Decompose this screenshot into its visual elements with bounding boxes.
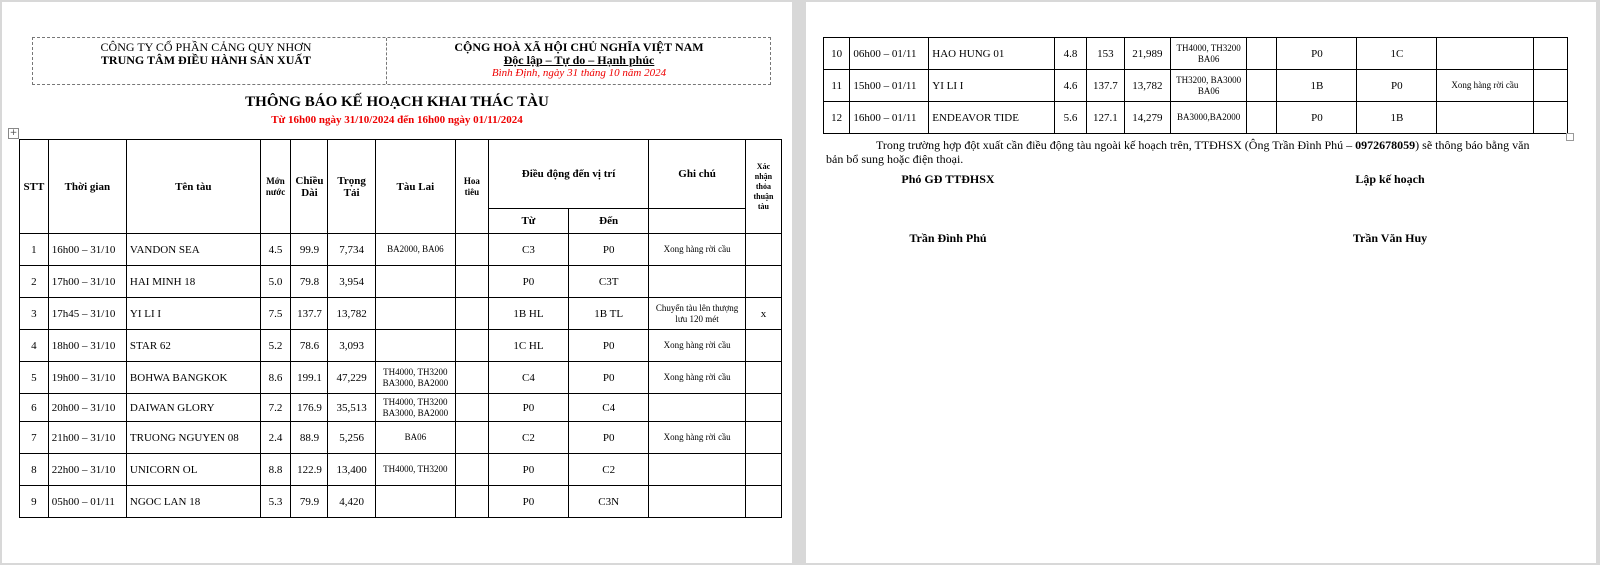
cell-length: 176.9 [291, 394, 328, 422]
cell-tug [375, 330, 455, 362]
cell-time: 16h00 – 01/11 [850, 102, 929, 134]
cell-draft: 5.3 [260, 486, 291, 518]
cell-length: 88.9 [291, 422, 328, 454]
table-row [20, 330, 782, 362]
table-row [20, 422, 782, 454]
col-note-sub [649, 209, 746, 234]
cell-pilot [1247, 70, 1277, 102]
cell-pilot [455, 422, 488, 454]
cell-note [649, 394, 746, 422]
cell-draft: 4.8 [1054, 38, 1086, 70]
col-name: Tên tàu [126, 140, 260, 234]
cell-note: Xong hàng rời cầu [649, 362, 746, 394]
cell-to: P0 [569, 234, 649, 266]
cell-stt: 7 [20, 422, 49, 454]
cell-pilot [1247, 38, 1277, 70]
letterhead [32, 37, 771, 85]
cell-to: P0 [1357, 70, 1437, 102]
cell-length: 137.7 [1087, 70, 1124, 102]
cell-name: BOHWA BANGKOK [126, 362, 260, 394]
cell-note: Chuyển tàu lên thượng lưu 120 mét [649, 298, 746, 330]
cell-tonnage: 21,989 [1124, 38, 1171, 70]
cell-length: 99.9 [291, 234, 328, 266]
cell-note [649, 454, 746, 486]
cell-note [1437, 38, 1533, 70]
cell-draft: 5.2 [260, 330, 291, 362]
cell-draft: 2.4 [260, 422, 291, 454]
cell-draft: 7.5 [260, 298, 291, 330]
cell-draft: 4.6 [1054, 70, 1086, 102]
cell-tug [375, 486, 455, 518]
cell-name: VANDON SEA [126, 234, 260, 266]
cell-confirm [745, 362, 781, 394]
cell-draft: 8.8 [260, 454, 291, 486]
cell-time: 15h00 – 01/11 [850, 70, 929, 102]
cell-from: 1B HL [488, 298, 568, 330]
cell-stt: 9 [20, 486, 49, 518]
company-name: CÔNG TY CỔ PHẦN CẢNG QUY NHƠN [100, 40, 312, 54]
cell-pilot [455, 486, 488, 518]
cell-tonnage: 35,513 [328, 394, 375, 422]
footer-note [826, 138, 1536, 166]
cell-draft: 8.6 [260, 362, 291, 394]
cell-draft: 5.6 [1054, 102, 1086, 134]
col-length: Chiều Dài [291, 140, 328, 234]
motto: Độc lập – Tự do – Hạnh phúc [503, 53, 655, 67]
cell-length: 78.6 [291, 330, 328, 362]
cell-name: ENDEAVOR TIDE [929, 102, 1055, 134]
cell-from: P0 [488, 486, 568, 518]
col-confirm: Xác nhận thỏa thuận tàu [745, 140, 781, 234]
cell-stt: 3 [20, 298, 49, 330]
cell-tug [375, 298, 455, 330]
cell-name: YI LI I [929, 70, 1055, 102]
cell-to: C3N [569, 486, 649, 518]
cell-name: YI LI I [126, 298, 260, 330]
cell-to: C4 [569, 394, 649, 422]
cell-to: C3T [569, 266, 649, 298]
cell-tug: BA06 [375, 422, 455, 454]
cell-stt: 4 [20, 330, 49, 362]
cell-time: 21h00 – 31/10 [48, 422, 126, 454]
cell-to: 1B [1357, 102, 1437, 134]
cell-note: Xong hàng rời cầu [649, 234, 746, 266]
cell-pilot [455, 330, 488, 362]
cell-to: P0 [569, 330, 649, 362]
table-resize-handle-icon[interactable] [1566, 133, 1574, 141]
cell-note [649, 486, 746, 518]
cell-name: HAO HUNG 01 [929, 38, 1055, 70]
cell-name: TRUONG NGUYEN 08 [126, 422, 260, 454]
cell-from: P0 [488, 394, 568, 422]
table-row [824, 38, 1568, 70]
cell-from: 1B [1277, 70, 1357, 102]
cell-tug: BA3000,BA2000 [1171, 102, 1247, 134]
cell-pilot [455, 394, 488, 422]
cell-pilot [455, 454, 488, 486]
cell-length: 137.7 [291, 298, 328, 330]
cell-confirm [745, 234, 781, 266]
cell-time: 19h00 – 31/10 [48, 362, 126, 394]
table-move-handle-icon[interactable]: + [9, 128, 18, 138]
table-row [20, 266, 782, 298]
col-move: Điều động đến vị trí [488, 140, 648, 209]
cell-time: 22h00 – 31/10 [48, 454, 126, 486]
cell-name: STAR 62 [126, 330, 260, 362]
cell-pilot [455, 362, 488, 394]
cell-tonnage: 47,229 [328, 362, 375, 394]
cell-tonnage: 13,782 [1124, 70, 1171, 102]
cell-confirm: x [745, 298, 781, 330]
cell-confirm [1533, 102, 1568, 134]
cell-tonnage: 13,400 [328, 454, 375, 486]
cell-from: C3 [488, 234, 568, 266]
cell-tonnage: 3,954 [328, 266, 375, 298]
cell-stt: 6 [20, 394, 49, 422]
document-page-1 [2, 2, 792, 563]
cell-length: 122.9 [291, 454, 328, 486]
cell-from: 1C HL [488, 330, 568, 362]
table-row [824, 102, 1568, 134]
cell-tonnage: 13,782 [328, 298, 375, 330]
table-row [20, 234, 782, 266]
footer-note-phone: 0972678059 [1355, 138, 1416, 152]
cell-draft: 5.0 [260, 266, 291, 298]
cell-pilot [1247, 102, 1277, 134]
cell-tonnage: 4,420 [328, 486, 375, 518]
footer-note-before: Trong trường hợp đột xuất cần điều động tàu ngoài kế hoạch trên, TTĐHSX (Ông Trần Đình Phú – [876, 138, 1356, 152]
cell-name: NGOC LAN 18 [126, 486, 260, 518]
cell-from: P0 [488, 266, 568, 298]
cell-tonnage: 14,279 [1124, 102, 1171, 134]
cell-confirm [745, 330, 781, 362]
cell-from: P0 [1277, 38, 1357, 70]
letterhead-right [386, 38, 771, 84]
col-pilot: Hoa tiêu [455, 140, 488, 234]
cell-draft: 4.5 [260, 234, 291, 266]
cell-to: P0 [569, 362, 649, 394]
cell-confirm [745, 454, 781, 486]
table-row [20, 394, 782, 422]
cell-time: 18h00 – 31/10 [48, 330, 126, 362]
cell-note: Xong hàng rời cầu [649, 330, 746, 362]
ship-plan-table [19, 139, 782, 518]
date-line: Bình Định, ngày 31 tháng 10 năm 2024 [491, 67, 667, 79]
cell-length: 79.8 [291, 266, 328, 298]
cell-pilot [455, 298, 488, 330]
cell-length: 199.1 [291, 362, 328, 394]
cell-stt: 5 [20, 362, 49, 394]
cell-tug: BA2000, BA06 [375, 234, 455, 266]
col-draft: Mớn nước [260, 140, 291, 234]
cell-name: DAIWAN GLORY [126, 394, 260, 422]
cell-tonnage: 7,734 [328, 234, 375, 266]
cell-to: P0 [569, 422, 649, 454]
cell-tonnage: 5,256 [328, 422, 375, 454]
ship-plan-table-continued [823, 37, 1568, 134]
center-name: TRUNG TÂM ĐIỀU HÀNH SẢN XUẤT [100, 53, 312, 67]
table-row [20, 486, 782, 518]
table-row [20, 362, 782, 394]
cell-tug [375, 266, 455, 298]
cell-pilot [455, 266, 488, 298]
cell-from: P0 [488, 454, 568, 486]
footer-note-after: ) sẽ thông báo bằng văn bản bổ sung hoặc điện thoại. [826, 138, 1530, 166]
cell-tonnage: 3,093 [328, 330, 375, 362]
republic-title: CỘNG HOÀ XÃ HỘI CHỦ NGHĨA VIỆT NAM [454, 40, 704, 54]
cell-note [1437, 102, 1533, 134]
cell-stt: 10 [824, 38, 850, 70]
cell-stt: 1 [20, 234, 49, 266]
cell-stt: 11 [824, 70, 850, 102]
cell-confirm [1533, 70, 1568, 102]
cell-from: P0 [1277, 102, 1357, 134]
cell-stt: 2 [20, 266, 49, 298]
cell-name: UNICORN OL [126, 454, 260, 486]
cell-length: 153 [1087, 38, 1124, 70]
table-row [20, 454, 782, 486]
cell-time: 17h45 – 31/10 [48, 298, 126, 330]
cell-time: 17h00 – 31/10 [48, 266, 126, 298]
cell-confirm [745, 266, 781, 298]
cell-tug: TH4000, TH3200 BA3000, BA2000 [375, 362, 455, 394]
cell-length: 127.1 [1087, 102, 1124, 134]
col-time: Thời gian [48, 140, 126, 234]
col-from: Từ [488, 209, 568, 234]
cell-confirm [745, 394, 781, 422]
document-title: THÔNG BÁO KẾ HOẠCH KHAI THÁC TÀU [245, 94, 549, 110]
cell-tug: TH4000, TH3200 BA3000, BA2000 [375, 394, 455, 422]
cell-confirm [745, 486, 781, 518]
cell-note: Xong hàng rời cầu [1437, 70, 1533, 102]
cell-time: 16h00 – 31/10 [48, 234, 126, 266]
cell-draft: 7.2 [260, 394, 291, 422]
cell-time: 05h00 – 01/11 [48, 486, 126, 518]
signature-left-title: Phó GĐ TTĐHSX [901, 172, 995, 186]
cell-length: 79.9 [291, 486, 328, 518]
col-tug: Tàu Lai [375, 140, 455, 234]
table-row [824, 70, 1568, 102]
cell-from: C4 [488, 362, 568, 394]
cell-stt: 8 [20, 454, 49, 486]
cell-note [649, 266, 746, 298]
cell-stt: 12 [824, 102, 850, 134]
cell-name: HAI MINH 18 [126, 266, 260, 298]
col-note: Ghi chú [649, 140, 746, 209]
letterhead-left [33, 38, 379, 84]
document-subtitle: Từ 16h00 ngày 31/10/2024 đến 16h00 ngày 01/11/2024 [271, 114, 523, 126]
cell-note: Xong hàng rời cầu [649, 422, 746, 454]
cell-from: C2 [488, 422, 568, 454]
col-stt: STT [20, 140, 49, 234]
table-row [20, 298, 782, 330]
cell-to: 1B TL [569, 298, 649, 330]
col-to: Đến [569, 209, 649, 234]
signature-right-name: Trần Văn Huy [1352, 231, 1428, 245]
cell-time: 06h00 – 01/11 [850, 38, 929, 70]
cell-time: 20h00 – 31/10 [48, 394, 126, 422]
cell-confirm [1533, 38, 1568, 70]
signature-right-title: Lập kế hoạch [1355, 172, 1425, 186]
signature-left-name: Trần Đình Phú [909, 231, 987, 245]
col-tonnage: Trọng Tải [328, 140, 375, 234]
cell-tug: TH4000, TH3200 [375, 454, 455, 486]
cell-to: 1C [1357, 38, 1437, 70]
cell-tug: TH3200, BA3000 BA06 [1171, 70, 1247, 102]
document-page-2 [806, 2, 1596, 563]
cell-tug: TH4000, TH3200 BA06 [1171, 38, 1247, 70]
cell-confirm [745, 422, 781, 454]
cell-to: C2 [569, 454, 649, 486]
cell-pilot [455, 234, 488, 266]
